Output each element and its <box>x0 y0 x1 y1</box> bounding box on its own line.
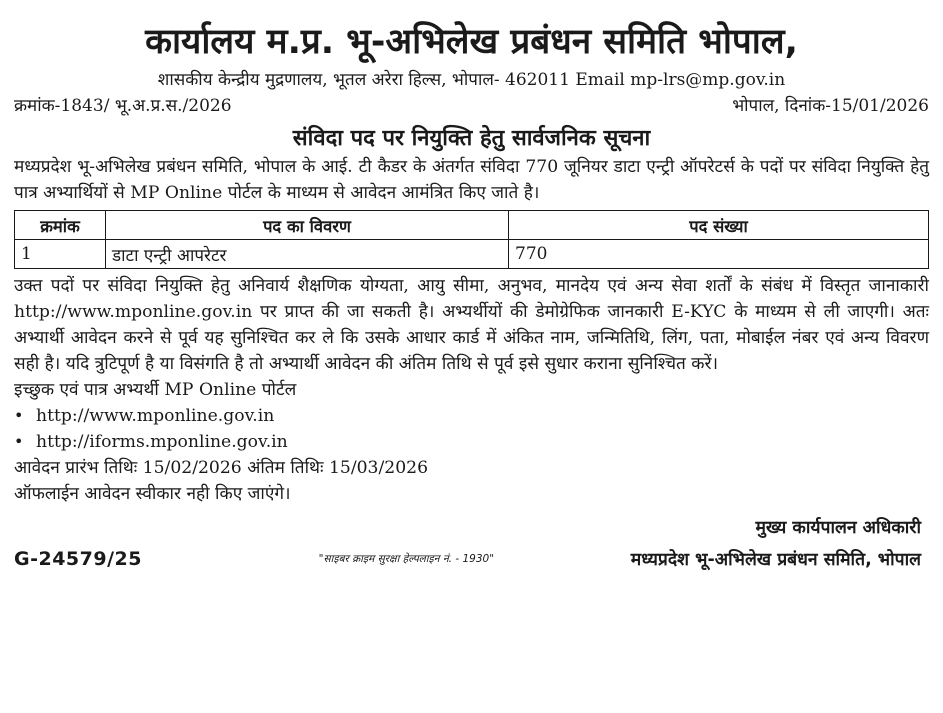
table-row <box>15 240 929 269</box>
notice-intro: मध्यप्रदेश भू-अभिलेख प्रबंधन समिति, भोपाल के आई. टी कैडर के अंतर्गत संविदा 770 जूनियर डाटा एन्ट्री ऑपरेटर्स के पदों पर संविदा नियुक्ति हेतु पात्र अभ्यार्थियों से MP Online पोर्टल के माध्यम से आवेदन आमंत्रित किए जाते है। <box>14 157 929 203</box>
bullet-icon: • <box>14 406 24 425</box>
footer-row <box>14 547 929 571</box>
portal-links <box>14 403 929 455</box>
table-header-row <box>15 211 929 240</box>
reference-row <box>14 94 929 118</box>
organisation-name: मध्यप्रदेश भू-अभिलेख प्रबंधन समिति, भोपाल <box>630 550 921 570</box>
office-title: कार्यालय म.प्र. भू-अभिलेख प्रबंधन समिति भोपाल, <box>145 22 798 62</box>
place-date: भोपाल, दिनांक-15/01/2026 <box>732 96 929 116</box>
link-mponline[interactable]: http://www.mponline.gov.in <box>36 406 275 426</box>
cell-post: डाटा एन्ट्री आपरेटर <box>106 240 509 269</box>
notice-title: संविदा पद पर नियुक्ति हेतु सार्वजनिक सूचना <box>292 126 651 151</box>
details-paragraph: उक्त पदों पर संविदा नियुक्ति हेतु अनिवार्य शैक्षणिक योग्यता, आयु सीमा, अनुभव, मानदेय एवं अन्य सेवा शर्तों के संबंध में विस्तृत जानाकारी http://www.mponline.gov.in पर प्राप्त की जा सकती है। अभ्यर्थीयों की डेमोग्रेफिक जानकारी E-KYC के माध्यम से ली जाएगी। अतः अभ्यार्थी आवेदन करने से पूर्व यह सुनिश्चित कर ले कि उसके आधार कार्ड में अंकित नाम, जन्मितिथि, लिंग, पता, मोबाईल नंबर एवं अन्य विवरण सही है। यदि त्रुटिपूर्ण है या विसंगति है तो अभ्यार्थी आवेदन की अंतिम तिथि से पूर्व इसे सुधार कराना सुनिश्चित करें। <box>14 276 929 374</box>
application-dates: आवेदन प्रारंभ तिथिः 15/02/2026 अंतिम तिथिः 15/03/2026 <box>14 458 429 478</box>
posts-table <box>14 210 929 269</box>
column-header-count: पद संख्या <box>509 211 929 240</box>
cell-serial: 1 <box>15 240 106 269</box>
bullet-icon: • <box>14 432 24 451</box>
link-iforms[interactable]: http://iforms.mponline.gov.in <box>36 432 288 452</box>
signatory-title: मुख्य कार्यपालन अधिकारी <box>755 518 921 538</box>
offline-notice: ऑफलाईन आवेदन स्वीकार नही किए जाएंगे। <box>14 484 291 504</box>
column-header-serial: क्रमांक <box>15 211 106 240</box>
g-number: G-24579/25 <box>14 548 142 570</box>
list-item <box>14 429 929 455</box>
column-header-post: पद का विवरण <box>106 211 509 240</box>
cyber-helpline: "साइबर क्राइम सुरक्षा हेल्पलाइन नं. - 1930" <box>318 553 495 565</box>
reference-number: क्रमांक-1843/ भू.अ.प्र.स./2026 <box>14 96 232 116</box>
office-address: शासकीय केन्द्रीय मुद्रणालय, भूतल अरेरा हिल्स, भोपाल- 462011 Email mp-lrs@mp.gov.in <box>157 70 786 90</box>
cell-count: 770 <box>509 240 929 269</box>
list-item <box>14 403 929 429</box>
interested-candidates-line: इच्छुक एवं पात्र अभ्यर्थी MP Online पोर्टल <box>14 380 297 400</box>
